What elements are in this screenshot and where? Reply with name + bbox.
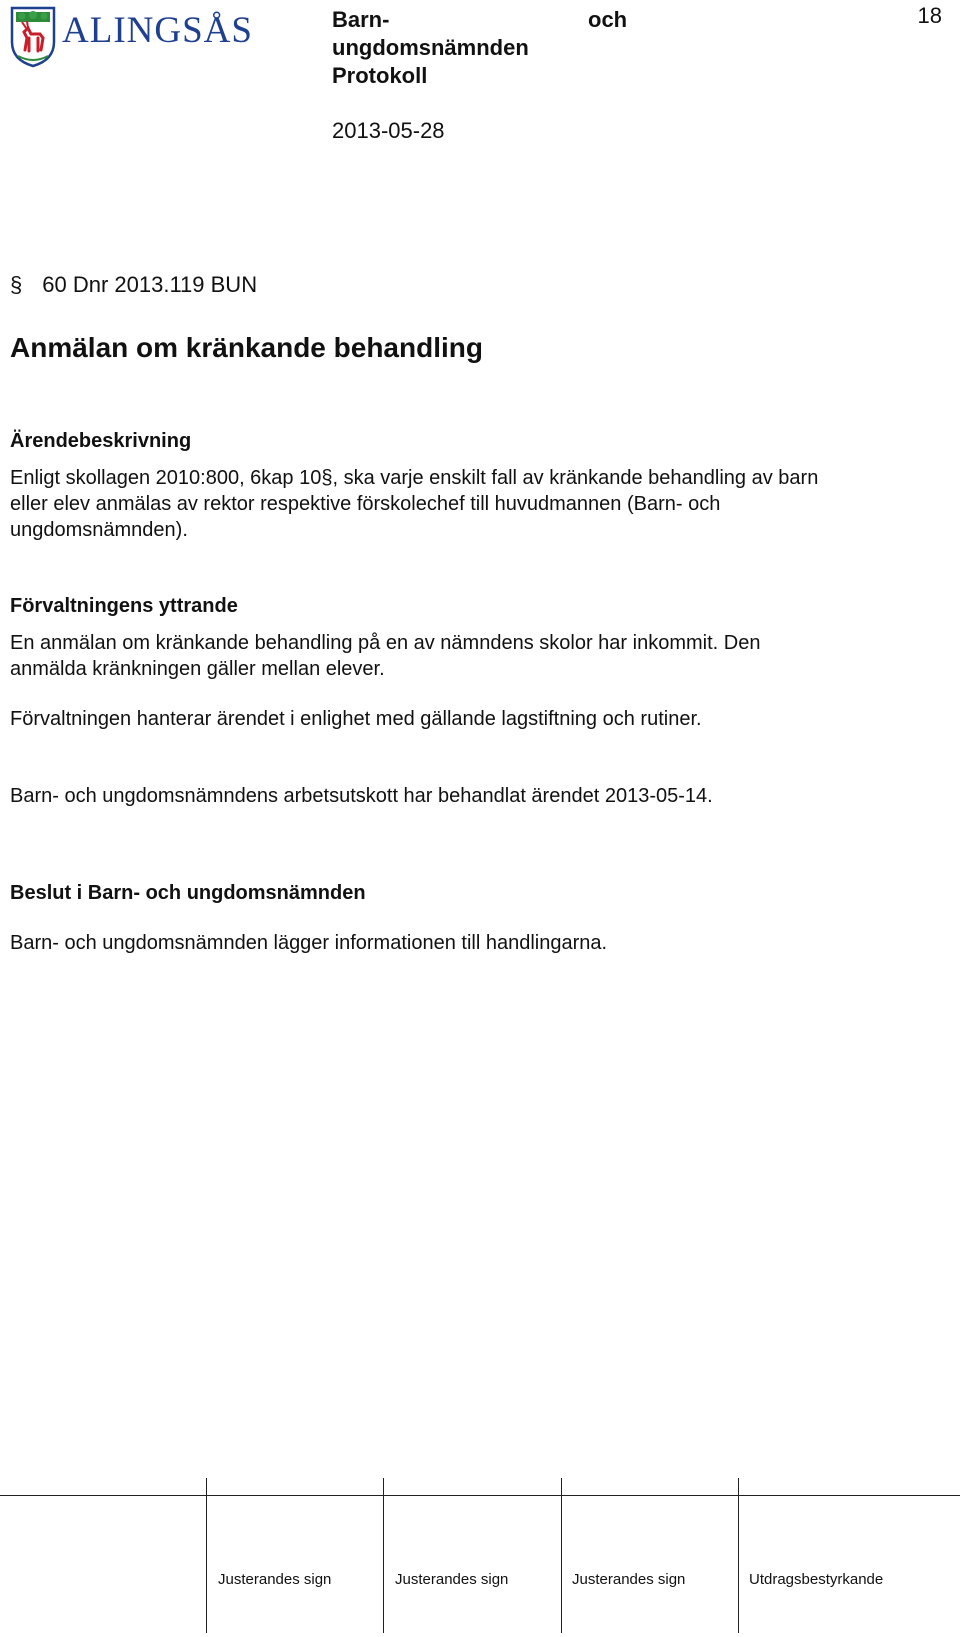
document-date: 2013-05-28: [332, 118, 445, 143]
committee-name-line2: ungdomsnämnden: [332, 35, 529, 60]
certification-label: Utdragsbestyrkande: [749, 1571, 884, 1588]
signature-box-divider: [561, 1478, 562, 1633]
signature-box-divider: [738, 1478, 739, 1633]
paragraph-reference: [10, 271, 257, 299]
description-line-2: eller elev anmälas av rektor respektive förskolechef till huvudmannen (Barn- och: [10, 493, 721, 515]
decision-text: Barn- och ungdomsnämnden lägger informationen till handlingarna.: [10, 932, 608, 954]
logo-text: ALINGSÅS: [62, 10, 253, 51]
statement-line-2: anmälda kränkningen gäller mellan elever.: [10, 658, 385, 680]
signature-box-divider: [206, 1478, 207, 1633]
document-type: Protokoll: [332, 63, 428, 88]
paragraph-number: 60 Dnr 2013.119 BUN: [42, 272, 258, 297]
footer-divider: [0, 1495, 960, 1496]
committee-name: [332, 6, 632, 62]
decision-heading: Beslut i Barn- och ungdomsnämnden: [10, 882, 366, 904]
page-number: 18: [917, 3, 942, 28]
signature-label-1: Justerandes sign: [218, 1571, 332, 1588]
description-line-1: Enligt skollagen 2010:800, 6kap 10§, ska varje enskilt fall av kränkande behandling av barn: [10, 467, 819, 489]
section-symbol: §: [10, 272, 23, 297]
committee-name-line1: Barn-: [332, 7, 390, 32]
committee-name-conjunction: och: [588, 7, 628, 32]
coat-of-arms-icon: [10, 4, 302, 68]
case-title: Anmälan om kränkande behandling: [10, 332, 483, 363]
signature-label-3: Justerandes sign: [572, 1571, 686, 1588]
signature-box-divider: [383, 1478, 384, 1633]
statement-line-1: En anmälan om kränkande behandling på en av nämndens skolor har inkommit. Den: [10, 632, 761, 654]
description-heading: Ärendebeskrivning: [10, 430, 192, 452]
statement-heading: Förvaltningens yttrande: [10, 595, 238, 617]
description-line-3: ungdomsnämnden).: [10, 519, 188, 541]
signature-label-2: Justerandes sign: [395, 1571, 509, 1588]
statement-committee: Barn- och ungdomsnämndens arbetsutskott har behandlat ärendet 2013-05-14.: [10, 785, 713, 807]
alingsas-logo: [10, 4, 302, 68]
statement-handling: Förvaltningen hanterar ärendet i enlighet med gällande lagstiftning och rutiner.: [10, 708, 702, 730]
